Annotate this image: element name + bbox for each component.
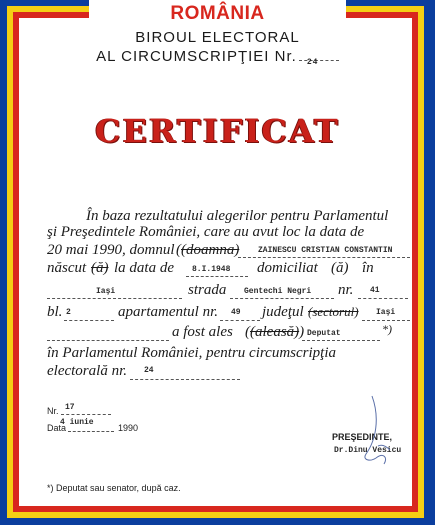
president-title: PREŞEDINTE,	[332, 432, 393, 442]
city: Iaşi	[96, 287, 116, 296]
county-line	[362, 320, 410, 321]
house-nr: 41	[370, 286, 380, 295]
county: Iaşi	[376, 308, 396, 317]
footnote-mark: *)	[382, 322, 392, 336]
apartment-nr: 49	[231, 308, 241, 317]
bl-line	[64, 320, 114, 321]
role-line	[302, 340, 380, 341]
block: 2	[66, 308, 71, 317]
nr-line	[358, 298, 408, 299]
border-blue-left	[0, 0, 7, 525]
birth-date: 8.I.1948	[192, 265, 231, 274]
body-line1: În baza rezultatului alegerilor pentru Parlamentul	[86, 208, 389, 224]
body-line3-start: 20 mai 1990, domnul	[47, 242, 175, 258]
certificate-title: CERTIFICAT	[95, 112, 340, 150]
body-line4-domiciled: domiciliat	[257, 260, 318, 276]
apartment-label: apartamentul nr.	[118, 304, 219, 320]
city-line	[47, 298, 182, 299]
border-yellow-bottom	[7, 512, 424, 518]
struck-doamna: (doamna)	[181, 242, 240, 258]
border-red-bottom	[13, 506, 418, 512]
header-line1: BIROUL ELECTORAL	[135, 29, 300, 46]
body-line2: şi Preşedintele României, care au avut loc la data de	[47, 224, 365, 240]
president-name: Dr.Dinu Vesicu	[334, 446, 402, 455]
struck-aleasa: (aleasă)	[250, 324, 300, 340]
elected-leading-line	[47, 340, 169, 341]
circ-line	[130, 379, 240, 380]
signature	[336, 388, 416, 478]
role: Deputat	[307, 329, 341, 338]
electoral-circ-nr: 24	[144, 366, 154, 375]
elected-label: a fost ales	[172, 324, 233, 340]
bl-label: bl.	[47, 304, 63, 320]
header-line2-text: AL CIRCUMSCRIPŢIEI Nr.	[96, 48, 297, 65]
footer-nr-value: 17	[65, 403, 75, 412]
body-line7: în Parlamentul României, pentru circumscripţia	[47, 345, 336, 361]
country-name: ROMÂNIA	[170, 3, 265, 24]
body-line4-paren: (ă)	[331, 260, 349, 276]
street: Gentechi Negri	[244, 287, 312, 296]
header-circ-nr: 24	[306, 58, 319, 67]
footer-nr-label: Nr.	[47, 406, 59, 416]
footnote: *) Deputat sau senator, după caz.	[47, 483, 181, 493]
footer-date-day: 4 iunie	[60, 418, 94, 427]
footer-date-label: Data	[47, 423, 67, 433]
street-line	[230, 298, 334, 299]
body-line4-born: născut	[47, 260, 87, 276]
footer-date-year: 1990	[118, 423, 139, 433]
struck-sector: (sectorul)	[308, 304, 359, 319]
body-line4-in: în	[362, 260, 374, 276]
body-line3-struck: ((doamna)	[176, 242, 240, 258]
holder-name: ZAINESCU CRISTIAN CONSTANTIN	[258, 246, 393, 255]
border-red-left	[13, 0, 19, 525]
birth-date-line	[186, 276, 248, 277]
body-line4-date-label: la data de	[114, 260, 174, 276]
struck-a-born: (ă)	[91, 260, 109, 276]
elected-struck: ((aleasă))	[245, 324, 305, 340]
footer-nr-line	[61, 414, 111, 415]
footer-date-line	[68, 431, 114, 432]
body-line8: electorală nr.	[47, 363, 127, 379]
nr-label: nr.	[338, 282, 354, 298]
header-line2	[0, 48, 435, 65]
border-blue-bottom	[0, 518, 435, 525]
county-label: judeţul	[262, 304, 304, 320]
apartment-line	[220, 320, 260, 321]
border-blue-right	[424, 0, 435, 525]
street-label: strada	[188, 282, 227, 298]
name-line	[238, 257, 410, 258]
